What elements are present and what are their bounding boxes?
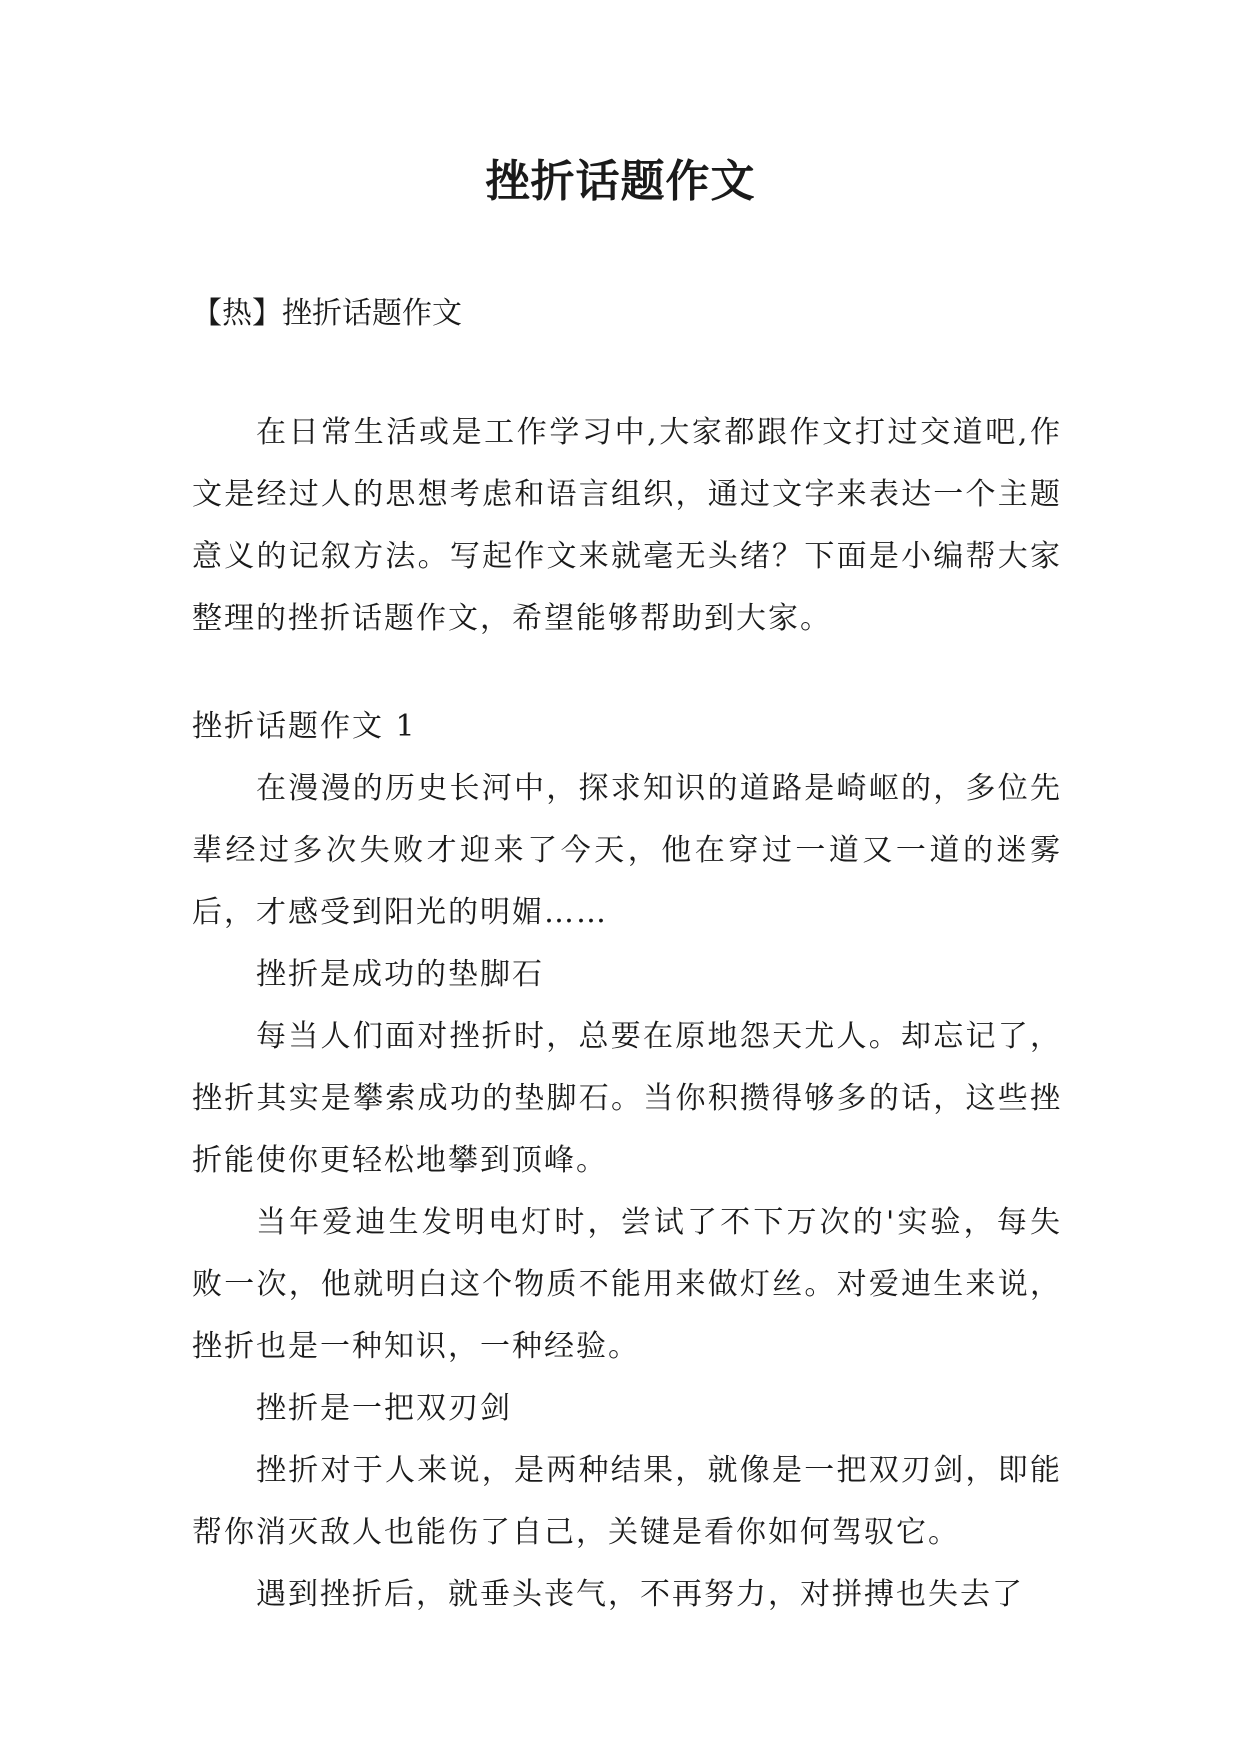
essay-paragraph: 在漫漫的历史长河中，探求知识的道路是崎岖的，多位先辈经过多次失败才迎来了今天，他在穿过一道又一道的迷雾后，才感受到阳光的明媚…… bbox=[192, 771, 1062, 930]
section-heading-stepping-stone: 挫折是成功的垫脚石 bbox=[256, 957, 544, 992]
essay-paragraph: 挫折对于人来说，是两种结果，就像是一把双刃剑，即能帮你消灭敌人也能伤了自己，关键是看你如何驾驭它。 bbox=[192, 1453, 1062, 1550]
intro-paragraph: 在日常生活或是工作学习中,大家都跟作文打过交道吧,作文是经过人的思想考虑和语言组织，通过文字来表达一个主题意义的记叙方法。写起作文来就毫无头绪？下面是小编帮大家整理的挫折话题作文，希望能够帮助到大家。 bbox=[192, 415, 1062, 636]
essay-paragraph: 当年爱迪生发明电灯时，尝试了不下万次的'实验，每失败一次，他就明白这个物质不能用来做灯丝。对爱迪生来说，挫折也是一种知识，一种经验。 bbox=[192, 1205, 1062, 1364]
document-title: 挫折话题作文 bbox=[485, 156, 756, 207]
document-subtitle: 【热】挫折话题作文 bbox=[192, 296, 462, 331]
essay-section bbox=[192, 696, 1062, 1626]
essay-paragraph: 每当人们面对挫折时，总要在原地怨天尤人。却忘记了，挫折其实是攀索成功的垫脚石。当你积攒得够多的话，这些挫折能使你更轻松地攀到顶峰。 bbox=[192, 1019, 1062, 1178]
essay-paragraph: 遇到挫折后，就垂头丧气，不再努力，对拼搏也失去了 bbox=[256, 1577, 1024, 1612]
section-heading-double-edged-sword: 挫折是一把双刃剑 bbox=[256, 1391, 512, 1426]
intro-section bbox=[192, 402, 1062, 650]
essay-heading: 挫折话题作文 1 bbox=[192, 709, 417, 744]
